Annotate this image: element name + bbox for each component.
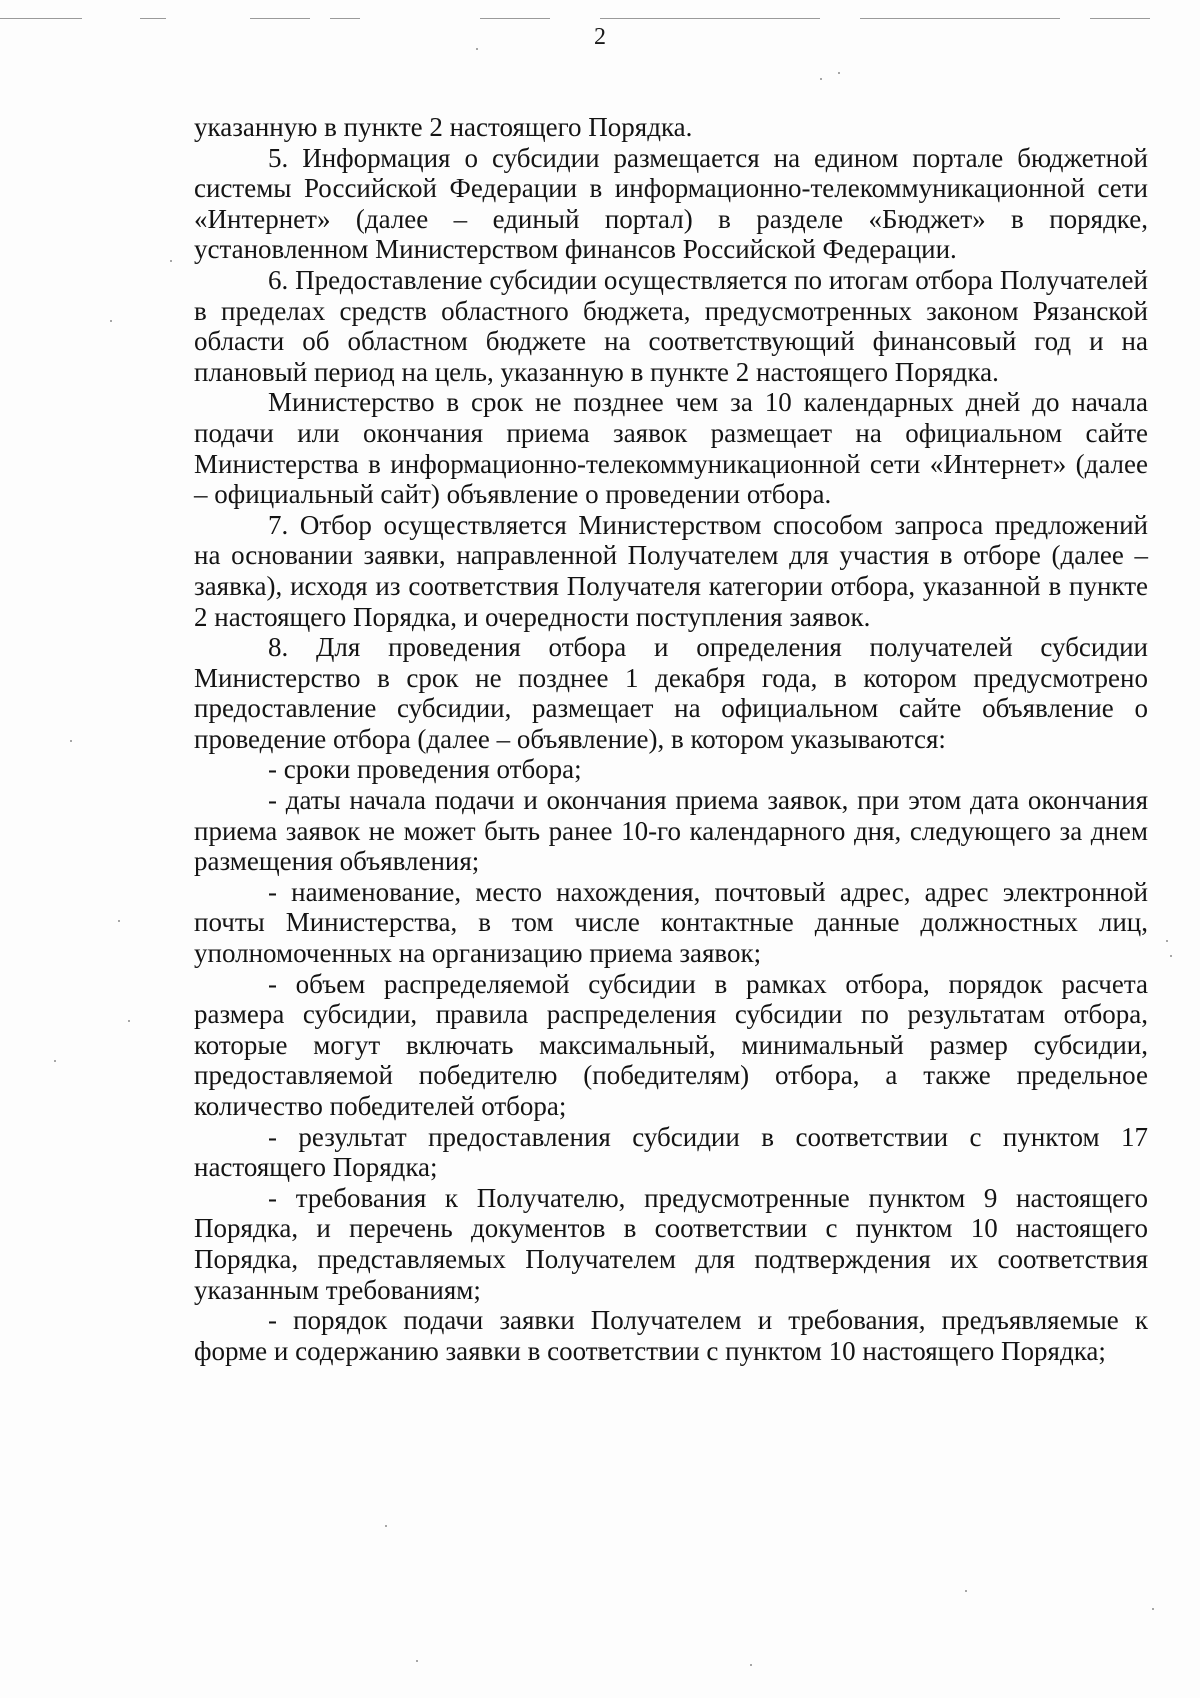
scan-speck <box>385 1525 387 1527</box>
scan-speck <box>750 1664 752 1666</box>
paragraph: 5. Информация о субсидии размещается на едином портале бюджетной системы Российской Федерации в информационно-телекоммуникационной сети «Интернет» (далее – единый портал) в разделе «Бюджет» в порядке, установленном Министерством финансов Российской Федерации. <box>194 142 1148 265</box>
paragraph: 8. Для проведения отбора и определения получателей субсидии Министерство в срок не позднее 1 декабря года, в котором предусмотрено предоставление субсидии, размещает на официальном сайте объявление о проведение отбора (далее – объявление), в котором указываются: <box>194 632 1148 754</box>
list-item: - порядок подачи заявки Получателем и требования, предъявляемые к форме и содержанию заявки в соответствии с пунктом 10 настоящего Порядка; <box>194 1305 1148 1366</box>
list-item: - даты начала подачи и окончания приема заявок, при этом дата окончания приема заявок не может быть ранее 10-го календарного дня, следующего за днем размещения объявления; <box>194 785 1148 877</box>
list-item: - сроки проведения отбора; <box>268 754 582 785</box>
scan-speck <box>1166 940 1168 942</box>
paragraph: указанную в пункте 2 настоящего Порядка. <box>194 112 693 142</box>
list-item: - требования к Получателю, предусмотренные пунктом 9 настоящего Порядка, и перечень документов в соответствии с пунктом 10 настоящего Порядка, представляемых Получателем для подтверждения их соответствия указанным требованиям; <box>194 1182 1148 1305</box>
paragraph: 6. Предоставление субсидии осуществляется по итогам отбора Получателей в пределах средств областного бюджета, предусмотренных законом Рязанской области об областном бюджете на соответствующий финансовый год и на плановый период на цель, указанную в пункте 2 настоящего Порядка. <box>194 264 1148 387</box>
scan-edge-artifact <box>0 14 1200 24</box>
scan-speck <box>110 320 112 322</box>
scan-speck <box>1152 1608 1154 1610</box>
list-item: - объем распределяемой субсидии в рамках отбора, порядок расчета размера субсидии, правила распределения субсидии по результатам отбора, которые могут включать максимальный, минимальный размер субсидии, предоставляемой победителю (победителям) отбора, а также предельное количество победителей отбора; <box>194 968 1148 1121</box>
scan-speck <box>416 1660 418 1662</box>
scan-speck <box>838 72 840 74</box>
scan-speck <box>820 78 822 80</box>
scan-speck <box>170 260 172 262</box>
page-number: 2 <box>594 24 606 50</box>
scan-speck <box>1170 955 1172 957</box>
paragraph: 7. Отбор осуществляется Министерством способом запроса предложений на основании заявки, направленной Получателем для участия в отборе (далее – заявка), исходя из соответствия Получателя категории отбора, указанной в пункте 2 настоящего Порядка, и очередности поступления заявок. <box>194 509 1148 632</box>
list-item: - наименование, место нахождения, почтовый адрес, адрес электронной почты Министерства, в том числе контактные данные должностных лиц, уполномоченных на организацию приема заявок; <box>194 876 1148 969</box>
scan-speck <box>118 920 120 922</box>
list-item: - результат предоставления субсидии в соответствии с пунктом 17 настоящего Порядка; <box>194 1121 1148 1183</box>
scan-speck <box>54 1060 56 1062</box>
scan-speck <box>476 48 478 50</box>
scan-speck <box>965 1590 967 1592</box>
scan-speck <box>70 740 72 742</box>
paragraph: Министерство в срок не позднее чем за 10 календарных дней до начала подачи или окончания приема заявок размещает на официальном сайте Министерства в информационно-телекоммуникационной сети «Интернет» (далее – официальный сайт) объявление о проведении отбора. <box>194 387 1148 510</box>
document-body <box>194 112 1148 1366</box>
scan-speck <box>128 1020 130 1022</box>
